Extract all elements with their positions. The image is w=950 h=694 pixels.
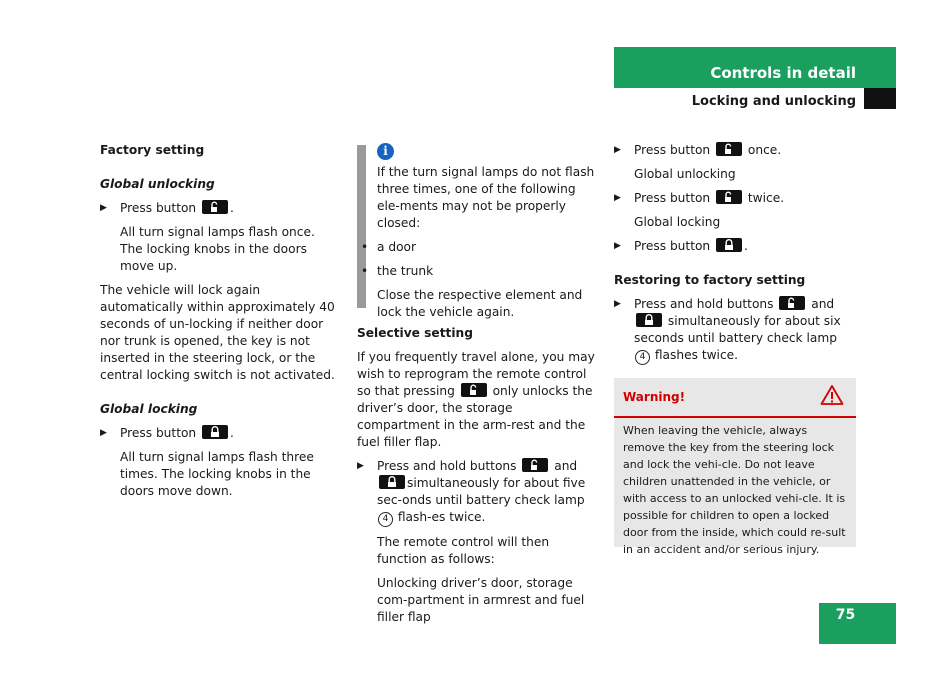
step-press-twice: ▶ Press button twice. bbox=[614, 191, 785, 205]
column-1 bbox=[100, 142, 340, 500]
step-result: All turn signal lamps flash once. The locking knobs in the doors move up. bbox=[120, 225, 315, 273]
selective-paragraph: If you frequently travel alone, you may wish to reprogram the remote control so that pressing only unlocks the driver’s door, the storage compartment in the arm-rest and the fuel filler flap. bbox=[357, 350, 595, 449]
step-arrow-icon: ▶ bbox=[614, 241, 621, 251]
info-bullet: • the trunk bbox=[361, 264, 434, 278]
warning-triangle-icon bbox=[820, 384, 844, 411]
step-arrow-icon: ▶ bbox=[100, 203, 107, 213]
step-press-unlock: ▶ Press button . bbox=[100, 201, 234, 215]
step-result: All turn signal lamps flash three times. The locking knobs in the doors move down. bbox=[120, 450, 314, 498]
step-arrow-icon: ▶ bbox=[614, 145, 621, 155]
unlock-key-icon bbox=[716, 190, 742, 204]
lock-key-icon bbox=[636, 313, 662, 327]
factory-setting-heading: Factory setting bbox=[100, 143, 205, 157]
unlocking-paragraph: Unlocking driver’s door, storage com-partment in armrest and fuel filler flap bbox=[377, 576, 585, 624]
info-box bbox=[361, 143, 599, 321]
column-3 bbox=[614, 142, 856, 365]
step-press-lock: ▶ Press button . bbox=[614, 239, 748, 253]
info-icon: i bbox=[377, 143, 599, 160]
step-text: Press button bbox=[120, 426, 197, 440]
step-press-hold: ▶ Press and hold buttons and simultaneously for about five sec-onds until battery check lamp 4 flash-es twice. bbox=[357, 458, 599, 527]
step-press-lock: ▶ Press button . bbox=[100, 426, 234, 440]
warning-title: Warning! bbox=[623, 390, 686, 404]
unlock-key-icon bbox=[461, 383, 487, 397]
battery-check-lamp-number: 4 bbox=[378, 512, 393, 527]
warning-header bbox=[614, 378, 856, 418]
unlock-key-icon bbox=[522, 458, 548, 472]
auto-lock-paragraph: The vehicle will lock again automatically within approximately 40 seconds of un-locking if neither door nor trunk is opened, the key is not inserted in the steering lock, or the central locking switch is not activated. bbox=[100, 283, 335, 382]
unlock-key-icon bbox=[779, 296, 805, 310]
step-arrow-icon: ▶ bbox=[100, 428, 107, 438]
subsection-title: Locking and unlocking bbox=[691, 94, 856, 109]
global-locking-label: Global locking bbox=[634, 215, 721, 229]
info-close-text: Close the respective element and lock the vehicle again. bbox=[377, 288, 583, 319]
step-text: Press button bbox=[120, 201, 197, 215]
lock-key-icon bbox=[716, 238, 742, 252]
column-2 bbox=[357, 325, 599, 626]
bullet-icon: • bbox=[361, 264, 369, 278]
step-arrow-icon: ▶ bbox=[614, 299, 621, 309]
step-arrow-icon: ▶ bbox=[357, 461, 364, 471]
global-locking-heading: Global locking bbox=[100, 402, 198, 416]
step-press-once: ▶ Press button once. bbox=[614, 143, 782, 157]
function-paragraph: The remote control will then function as follows: bbox=[377, 535, 550, 566]
lock-key-icon bbox=[202, 425, 228, 439]
info-bullet: • a door bbox=[361, 240, 417, 254]
info-box-bar bbox=[357, 145, 369, 308]
restoring-heading: Restoring to factory setting bbox=[614, 273, 806, 287]
info-text: If the turn signal lamps do not flash three times, one of the following ele-ments may not be properly closed: bbox=[377, 165, 595, 230]
page-number: 75 bbox=[835, 607, 856, 623]
step-arrow-icon: ▶ bbox=[614, 193, 621, 203]
header-marker-block bbox=[864, 88, 896, 109]
lock-key-icon bbox=[379, 475, 405, 489]
warning-box bbox=[614, 378, 856, 556]
global-unlocking-label: Global unlocking bbox=[634, 167, 736, 181]
section-title: Controls in detail bbox=[710, 64, 856, 82]
unlock-key-icon bbox=[716, 142, 742, 156]
selective-setting-heading: Selective setting bbox=[357, 326, 473, 340]
bullet-icon: • bbox=[361, 240, 369, 254]
warning-text: When leaving the vehicle, always remove the key from the steering lock and lock the vehi-cle. Do not leave children unattended in the vehicle, or with access to an unlocked vehi-cle. It is possible for children to open a locked door from the inside, which could re-sult in an accident and/or serious injury. bbox=[623, 424, 846, 556]
step-restore: ▶ Press and hold buttons and simultaneously for about six seconds until battery check lamp 4 flashes twice. bbox=[614, 296, 856, 365]
unlock-key-icon bbox=[202, 200, 228, 214]
global-unlocking-heading: Global unlocking bbox=[100, 177, 215, 191]
battery-check-lamp-number: 4 bbox=[635, 350, 650, 365]
